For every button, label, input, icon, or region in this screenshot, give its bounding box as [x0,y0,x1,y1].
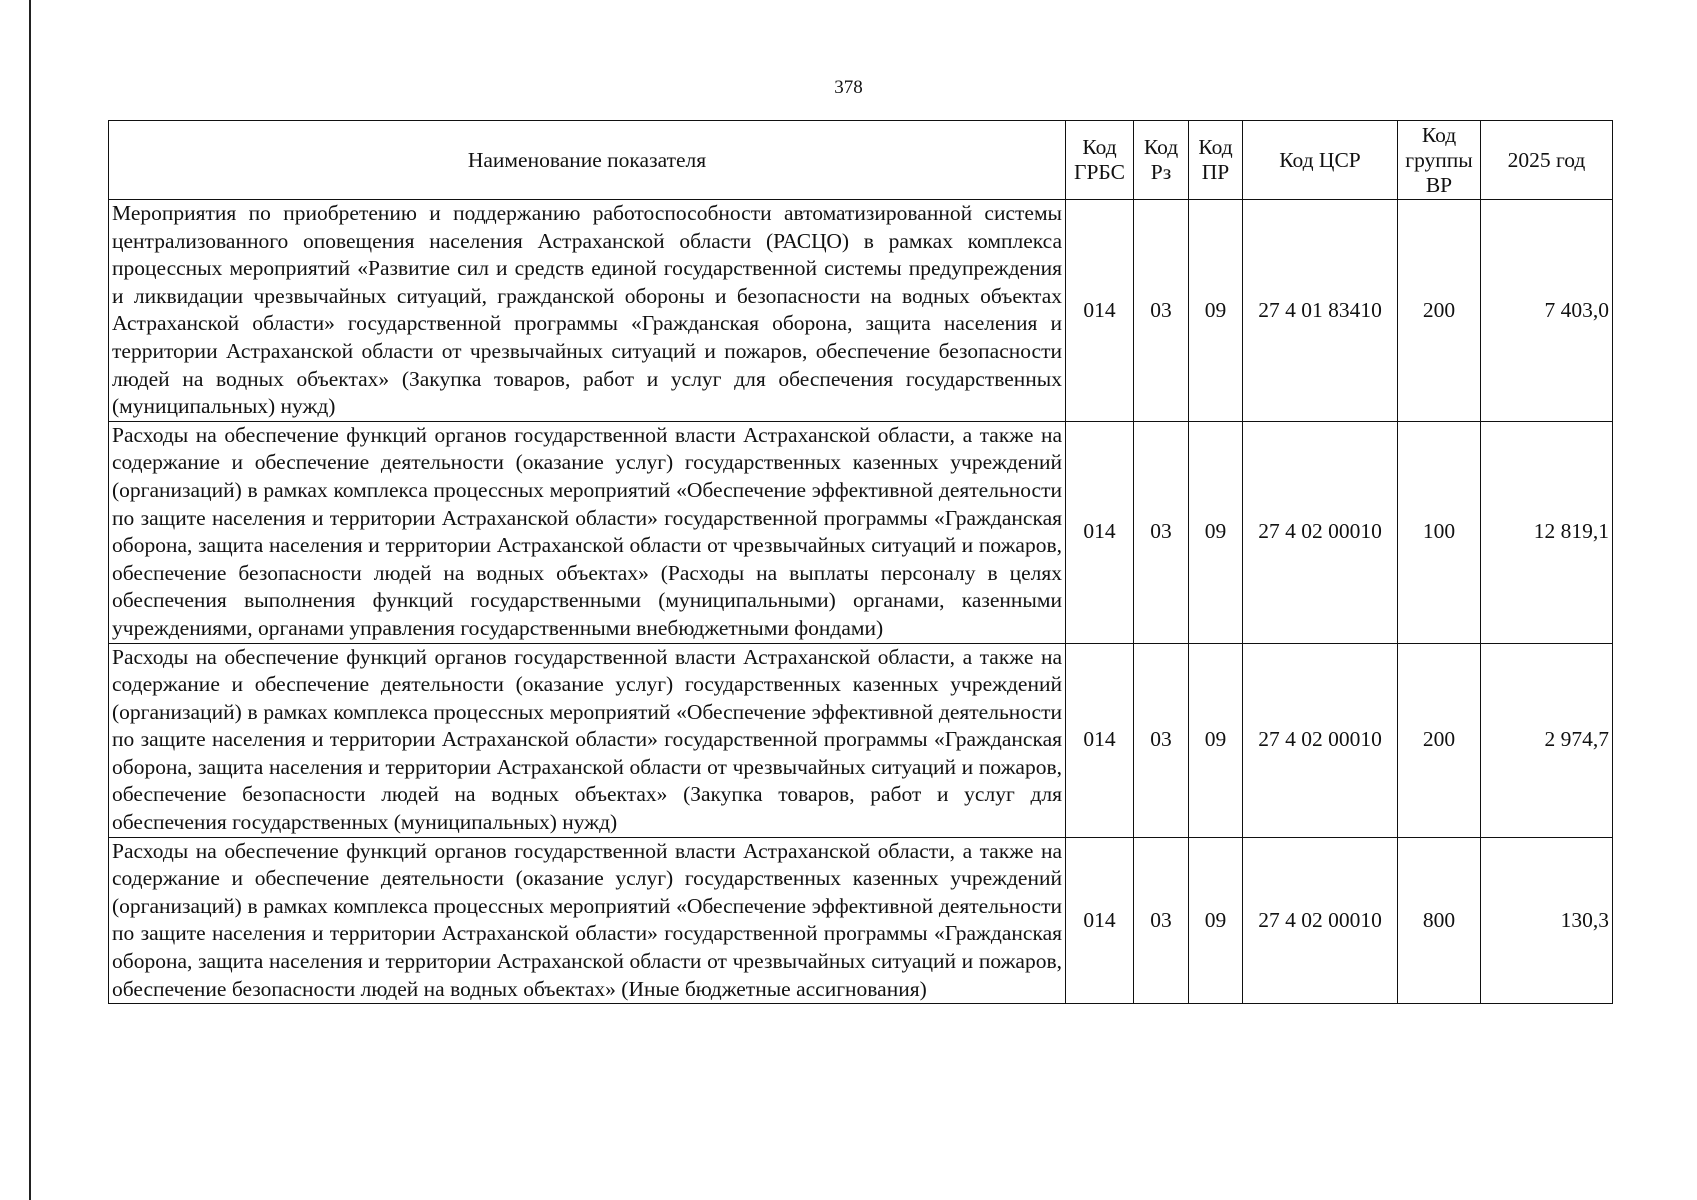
table-row [109,643,1613,837]
row-vr: 100 [1398,421,1481,643]
row-csr: 27 4 02 00010 [1243,421,1398,643]
row-grbs: 014 [1066,643,1134,837]
row-pr: 09 [1189,421,1243,643]
page-number: 378 [834,77,863,98]
row-amount: 12 819,1 [1481,421,1613,643]
row-rz: 03 [1134,837,1189,1004]
row-rz: 03 [1134,421,1189,643]
header-csr: Код ЦСР [1243,121,1398,200]
header-grbs: Код ГРБС [1066,121,1134,200]
table-row [109,200,1613,422]
row-pr: 09 [1189,837,1243,1004]
row-name: Расходы на обеспечение функций органов государственной власти Астраханской области, а также на содержание и обеспечение деятельности (оказание услуг) государственных казенных учреждений (организаций) в рамках комплекса процессных мероприятий «Обеспечение эффективной деятельности по защите населения и территории Астраханской области» государственной программы «Гражданская оборона, защита населения и территории Астраханской области от чрезвычайных ситуаций и пожаров, обеспечение безопасности людей на водных объектах» (Иные бюджетные ассигнования) [109,837,1066,1004]
table-header-row [109,121,1613,200]
row-csr: 27 4 02 00010 [1243,643,1398,837]
table-row [109,421,1613,643]
row-csr: 27 4 01 83410 [1243,200,1398,422]
header-rz: Код Рз [1134,121,1189,200]
row-vr: 200 [1398,643,1481,837]
row-grbs: 014 [1066,837,1134,1004]
header-name: Наименование показателя [109,121,1066,200]
row-rz: 03 [1134,200,1189,422]
row-amount: 7 403,0 [1481,200,1613,422]
row-name: Мероприятия по приобретению и поддержанию работоспособности автоматизированной системы централизованного оповещения населения Астраханской области (РАСЦО) в рамках комплекса процессных мероприятий «Развитие сил и средств единой государственной системы предупреждения и ликвидации чрезвычайных ситуаций, гражданской обороны и безопасности на водных объектах Астраханской области» государственной программы «Гражданская оборона, защита населения и территории Астраханской области от чрезвычайных ситуаций и пожаров, обеспечение безопасности людей на водных объектах» (Закупка товаров, работ и услуг для обеспечения государственных (муниципальных) нужд) [109,200,1066,422]
row-pr: 09 [1189,200,1243,422]
row-name: Расходы на обеспечение функций органов государственной власти Астраханской области, а также на содержание и обеспечение деятельности (оказание услуг) государственных казенных учреждений (организаций) в рамках комплекса процессных мероприятий «Обеспечение эффективной деятельности по защите населения и территории Астраханской области» государственной программы «Гражданская оборона, защита населения и территории Астраханской области от чрезвычайных ситуаций и пожаров, обеспечение безопасности людей на водных объектах» (Закупка товаров, работ и услуг для обеспечения государственных (муниципальных) нужд) [109,643,1066,837]
row-rz: 03 [1134,643,1189,837]
row-vr: 200 [1398,200,1481,422]
row-grbs: 014 [1066,200,1134,422]
header-vr: Код группы ВР [1398,121,1481,200]
binding-margin-line [29,0,31,1200]
row-name: Расходы на обеспечение функций органов государственной власти Астраханской области, а также на содержание и обеспечение деятельности (оказание услуг) государственных казенных учреждений (организаций) в рамках комплекса процессных мероприятий «Обеспечение эффективной деятельности по защите населения и территории Астраханской области» государственной программы «Гражданская оборона, защита населения и территории Астраханской области от чрезвычайных ситуаций и пожаров, обеспечение безопасности людей на водных объектах» (Расходы на выплаты персоналу в целях обеспечения выполнения функций государственными (муниципальными) органами, казенными учреждениями, органами управления государственными внебюджетными фондами) [109,421,1066,643]
row-csr: 27 4 02 00010 [1243,837,1398,1004]
row-vr: 800 [1398,837,1481,1004]
row-grbs: 014 [1066,421,1134,643]
header-year: 2025 год [1481,121,1613,200]
row-amount: 130,3 [1481,837,1613,1004]
row-amount: 2 974,7 [1481,643,1613,837]
budget-table [108,120,1613,1004]
table-row [109,837,1613,1004]
header-pr: Код ПР [1189,121,1243,200]
row-pr: 09 [1189,643,1243,837]
